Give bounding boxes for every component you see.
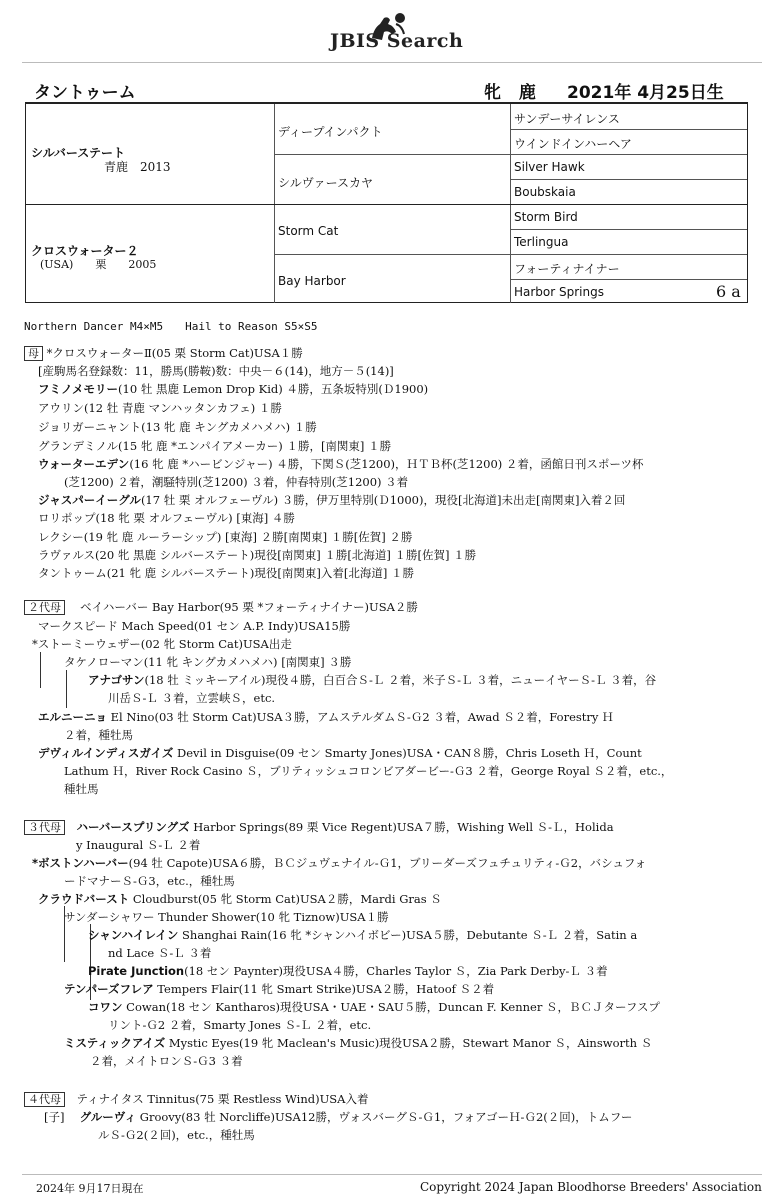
horse-name: タントゥーム — [34, 83, 136, 103]
gen2-2: シルヴァースカヤ — [278, 176, 373, 190]
gen2-4: Bay Harbor — [278, 274, 346, 288]
pedigree-table — [25, 102, 748, 303]
record-line: (芝1200) ２着，潮騒特別(芝1200) ３着，仲春特別(芝1200) ３着 — [64, 475, 409, 489]
gen3-7: フォーティナイナー — [514, 262, 620, 276]
record-line: クラウドバースト Cloudburst(05 牝 Storm Cat)USA２勝，Mardi Gras Ｓ — [38, 892, 442, 906]
second-dam-tag: ２代母 — [24, 600, 65, 615]
record-line: サンダーシャワー Thunder Shower(10 牝 Tiznow)USA１勝 — [64, 910, 389, 924]
footer-divider — [22, 1174, 762, 1175]
record-line: ードマナーＳ-Ｇ3，etc.，種牡馬 — [64, 874, 235, 888]
sire-info: 青鹿 2013 — [104, 160, 171, 174]
record-line: 種牡馬 — [64, 782, 99, 796]
sire-name: シルバーステート — [31, 146, 126, 160]
fourth-dam-line: ４代母 ティナイタス Tinnitus(75 栗 Restless Wind)USA入着 — [24, 1090, 368, 1109]
record-line: 川岳Ｓ-Ｌ ３着，立雲峡Ｓ，etc. — [108, 691, 276, 705]
record-line: ウォーターエデン(16 牝 鹿 *ハービンジャー) ４勝，下関Ｓ(芝1200)，ＨＴＢ杯(芝1200) ２着，函館日刊スポーツ杯 — [38, 457, 644, 471]
record-line: [子] グルーヴィ Groovy(83 牡 Norcliffe)USA12勝，ヴォスバーグＳ-Ｇ1，フォアゴーＨ-Ｇ2(２回)，トムフー — [44, 1110, 633, 1124]
third-dam-tag: ３代母 — [24, 820, 65, 835]
gen2-1: ディープインパクト — [278, 125, 383, 139]
third-dam-line: ３代母 ハーバースプリングズ Harbor Springs(89 栗 Vice Regent)USA７勝，Wishing Well Ｓ-Ｌ，Holida — [24, 818, 614, 837]
record-line: ミスティックアイズ Mystic Eyes(19 牝 Maclean's Music)現役USA２勝，Stewart Manor Ｓ，Ainsworth Ｓ — [64, 1036, 653, 1050]
copyright: Copyright 2024 Japan Bloodhorse Breeders' Association — [420, 1180, 762, 1194]
inbreeding-note: Northern Dancer M4×M5 Hail to Reason S5×S5 — [24, 320, 318, 333]
dam-line: 母 *クロスウォーターⅡ(05 栗 Storm Cat)USA１勝 — [24, 344, 303, 363]
record-line: Pirate Junction(18 セン Paynter)現役USA４勝，Charles Taylor Ｓ，Zia Park Derby-Ｌ ３着 — [88, 964, 608, 978]
record-line: タケノローマン(11 牝 キングカメハメハ) [南関東] ３勝 — [64, 655, 352, 669]
record-line: ２着，メイトロンＳ-Ｇ3 ３着 — [90, 1054, 243, 1068]
gen2-3: Storm Cat — [278, 224, 339, 238]
record-line: レクシー(19 牝 鹿 ルーラーシップ) [東海] ２勝[南関東] １勝[佐賀] ２勝 — [38, 530, 413, 544]
record-line: ２着，種牡馬 — [64, 728, 133, 742]
fourth-dam-tag: ４代母 — [24, 1092, 65, 1107]
gen3-6: Terlingua — [514, 235, 569, 249]
record-line: ルＳ-Ｇ2(２回)，etc.，種牡馬 — [98, 1128, 255, 1142]
record-line: テンパーズフレア Tempers Flair(11 牝 Smart Strike)USA２勝，Hatoof Ｓ２着 — [64, 982, 495, 996]
record-line: ジョリガーニャント(13 牝 鹿 キングカメハメハ) １勝 — [38, 420, 317, 434]
horse-sex-color: 牝 鹿 — [484, 83, 542, 103]
record-line: ロリポップ(18 牝 栗 オルフェーヴル) [東海] ４勝 — [38, 511, 295, 525]
record-line: グランデミノル(15 牝 鹿 *エンパイアメーカー) １勝，[南関東] １勝 — [38, 439, 392, 453]
record-line: *ストーミーウェザー(02 牝 Storm Cat)USA出走 — [32, 637, 292, 651]
dam-name: クロスウォーター２ — [31, 244, 139, 258]
record-line: タントゥーム(21 牝 鹿 シルバーステート)現役[南関東]入着[北海道] １勝 — [38, 566, 414, 580]
record-line: y Inaugural Ｓ-Ｌ ２着 — [76, 838, 201, 852]
record-line: マークスピード Mach Speed(01 セン A.P. Indy)USA15勝 — [38, 619, 351, 633]
as-of-date: 2024年 9月17日現在 — [36, 1182, 144, 1195]
record-line: シャンハイレイン Shanghai Rain(16 牝 *シャンハイボビー)USA５勝，Debutante Ｓ-Ｌ ２着，Satin a — [88, 928, 638, 942]
gen3-3: Silver Hawk — [514, 160, 585, 174]
record-line: フミノメモリー(10 牡 黒鹿 Lemon Drop Kid) ４勝，五条坂特別(Ｄ1900) — [38, 382, 429, 396]
horse-birthdate: 2021年 4月25日生 — [567, 83, 724, 103]
second-dam-line: ２代母 ベイハーバー Bay Harbor(95 栗 *フォーティナイナー)USA２勝 — [24, 598, 418, 617]
gen3-4: Boubskaia — [514, 185, 576, 199]
record-line: Lathum Ｈ，River Rock Casino Ｓ，ブリティッシュコロンビアダービー-Ｇ3 ２着，George Royal Ｓ２着，etc.， — [64, 764, 673, 778]
gen3-5: Storm Bird — [514, 210, 578, 224]
logo-text: JBIS Search — [330, 30, 464, 52]
record-line: アナゴサン(18 牡 ミッキーアイル)現役４勝，白百合Ｓ-Ｌ ２着，米子Ｓ-Ｌ ３着，ニューイヤーＳ-Ｌ ３着，谷 — [88, 673, 657, 687]
record-line: コワン Cowan(18 セン Kantharos)現役USA・UAE・SAU５勝，Duncan F. Kenner Ｓ，ＢＣＪターフスプ — [88, 1000, 660, 1014]
gen3-8: Harbor Springs — [514, 285, 604, 299]
record-line: ジャスパーイーグル(17 牡 栗 オルフェーヴル) ３勝，伊万里特別(Ｄ1000)，現役[北海道]未出走[南関東]入着２回 — [38, 493, 626, 507]
record-line: アウリン(12 牡 青鹿 マンハッタンカフェ) １勝 — [38, 401, 282, 415]
record-line: エルニーニョ El Nino(03 牡 Storm Cat)USA３勝，アムステルダムＳ-Ｇ2 ３着，Awad Ｓ２着，Forestry Ｈ — [38, 710, 614, 724]
record-line: *ボストンハーバー(94 牡 Capote)USA６勝，ＢＣジュヴェナイル-Ｇ1，ブリーダーズフュチュリティ-Ｇ2，バシュフォ — [32, 856, 647, 870]
gen3-2: ウインドインハーヘア — [514, 137, 632, 151]
gen3-1: サンデーサイレンス — [514, 112, 620, 126]
record-line: デヴィルインディスガイズ Devil in Disguise(09 セン Smarty Jones)USA・CAN８勝，Chris Loseth Ｈ，Count — [38, 746, 642, 760]
dam-info: (USA) 栗 2005 — [40, 258, 157, 271]
family-number: 6 a — [716, 282, 741, 301]
header-divider — [22, 62, 762, 63]
record-line: nd Lace Ｓ-Ｌ ３着 — [108, 946, 212, 960]
dam-tag: 母 — [24, 346, 43, 361]
record-line: [産駒馬名登録数：11，勝馬(勝鞍)数：中央－６(14)，地方－５(14)] — [38, 364, 394, 378]
record-line: リント-Ｇ2 ２着，Smarty Jones Ｓ-Ｌ ２着，etc. — [108, 1018, 372, 1032]
record-line: ラヴァルス(20 牝 黒鹿 シルバーステート)現役[南関東] １勝[北海道] １勝[佐賀] １勝 — [38, 548, 477, 562]
